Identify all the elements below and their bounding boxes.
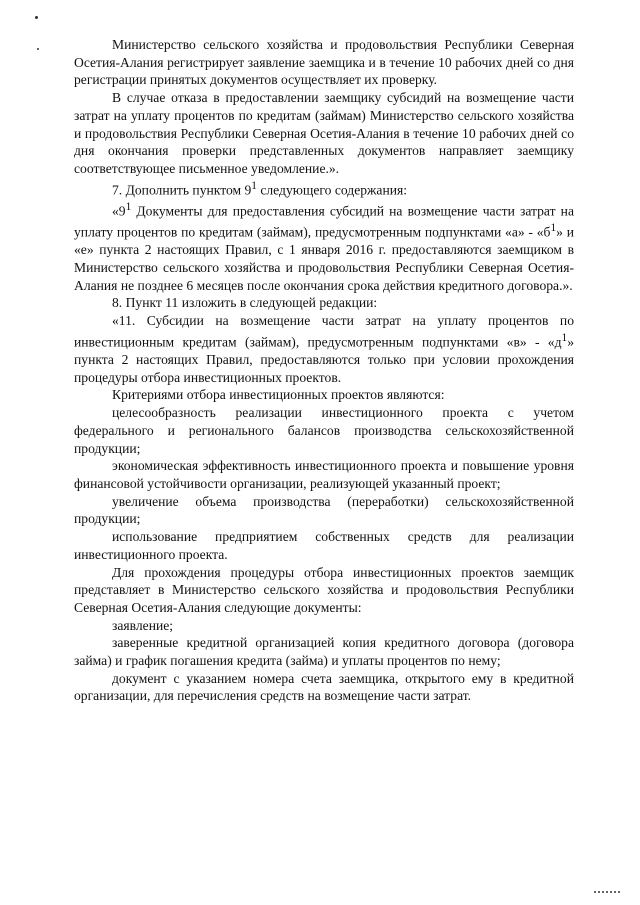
- paragraph: экономическая эффективность инвестиционного проекта и повышение уровня финансовой устойчивости организации, реализующей указанный проект;: [74, 458, 574, 491]
- paragraph: Критериями отбора инвестиционных проектов являются:: [112, 387, 445, 403]
- paragraph: заявление;: [112, 617, 174, 633]
- paragraph: документ с указанием номера счета заемщика, открытого ему в кредитной организации, для перечисления средств на возмещение части затрат.: [74, 670, 574, 704]
- paragraph: Для прохождения процедуры отбора инвестиционных проектов заемщик представляет в Министерство сельского хозяйства и продовольствия Республики Северная Осетия-Алания следующие документы:: [74, 564, 574, 615]
- paragraph: целесообразность реализации инвестиционного проекта с учетом федерального и регионального балансов производства сельскохозяйственной продукции;: [74, 405, 574, 456]
- document-body: [74, 36, 574, 705]
- paragraph: Министерство сельского хозяйства и продовольствия Республики Северная Осетия-Алания регистрирует заявление заемщика и в течение 10 рабочих дней со дня регистрации принятых документов осуществляет их проверку.: [74, 37, 574, 88]
- paragraph: использование предприятием собственных средств для реализации инвестиционного проекта.: [74, 529, 574, 562]
- paragraph: «$9^1$ Документы для предоставления субсидий на возмещение части затрат на уплату процентов по кредитам (займам), предусмотренным подпунктами «а» - «$б^1$» и «е» пункта 2 настоящих Правил, с 1 января 2016 г. предоставляются заемщиком в Министерство сельского хозяйства и продовольствия Республики Северная Осетия-Алания не позднее 6 месяцев после окончания срока действия кредитного договора.».: [74, 200, 574, 293]
- paragraph: 8. Пункт 11 изложить в следующей редакции:: [112, 295, 378, 311]
- scan-speck: [35, 16, 38, 19]
- paragraph: «11. Субсидии на возмещение части затрат на уплату процентов по инвестиционным кредитам (займам), предусмотренным подпунктами «в» - «$д^1$» пункта 2 настоящих Правил, предоставляются только при условии прохождения процедуры отбора инвестиционных проектов.: [74, 313, 574, 385]
- scan-dotted-mark: [594, 891, 620, 893]
- scan-speck: [37, 48, 39, 50]
- paragraph: В случае отказа в предоставлении заемщику субсидий на возмещение части затрат на уплату процентов по кредитам (займам) Министерство сельского хозяйства и продовольствия Республики Северная Осетия-Алания в течение 10 рабочих дней со дня окончания проверки представленных документов направляет заемщику соответствующее письменное уведомление.».: [74, 90, 574, 176]
- paragraph: 7. Дополнить пунктом $9^1$ следующего содержания:: [112, 179, 408, 198]
- paragraph: заверенные кредитной организацией копия кредитного договора (договора займа) и график погашения кредита (займа) и уплаты процентов по нему;: [74, 635, 574, 669]
- paragraph: увеличение объема производства (переработки) сельскохозяйственной продукции;: [74, 493, 574, 527]
